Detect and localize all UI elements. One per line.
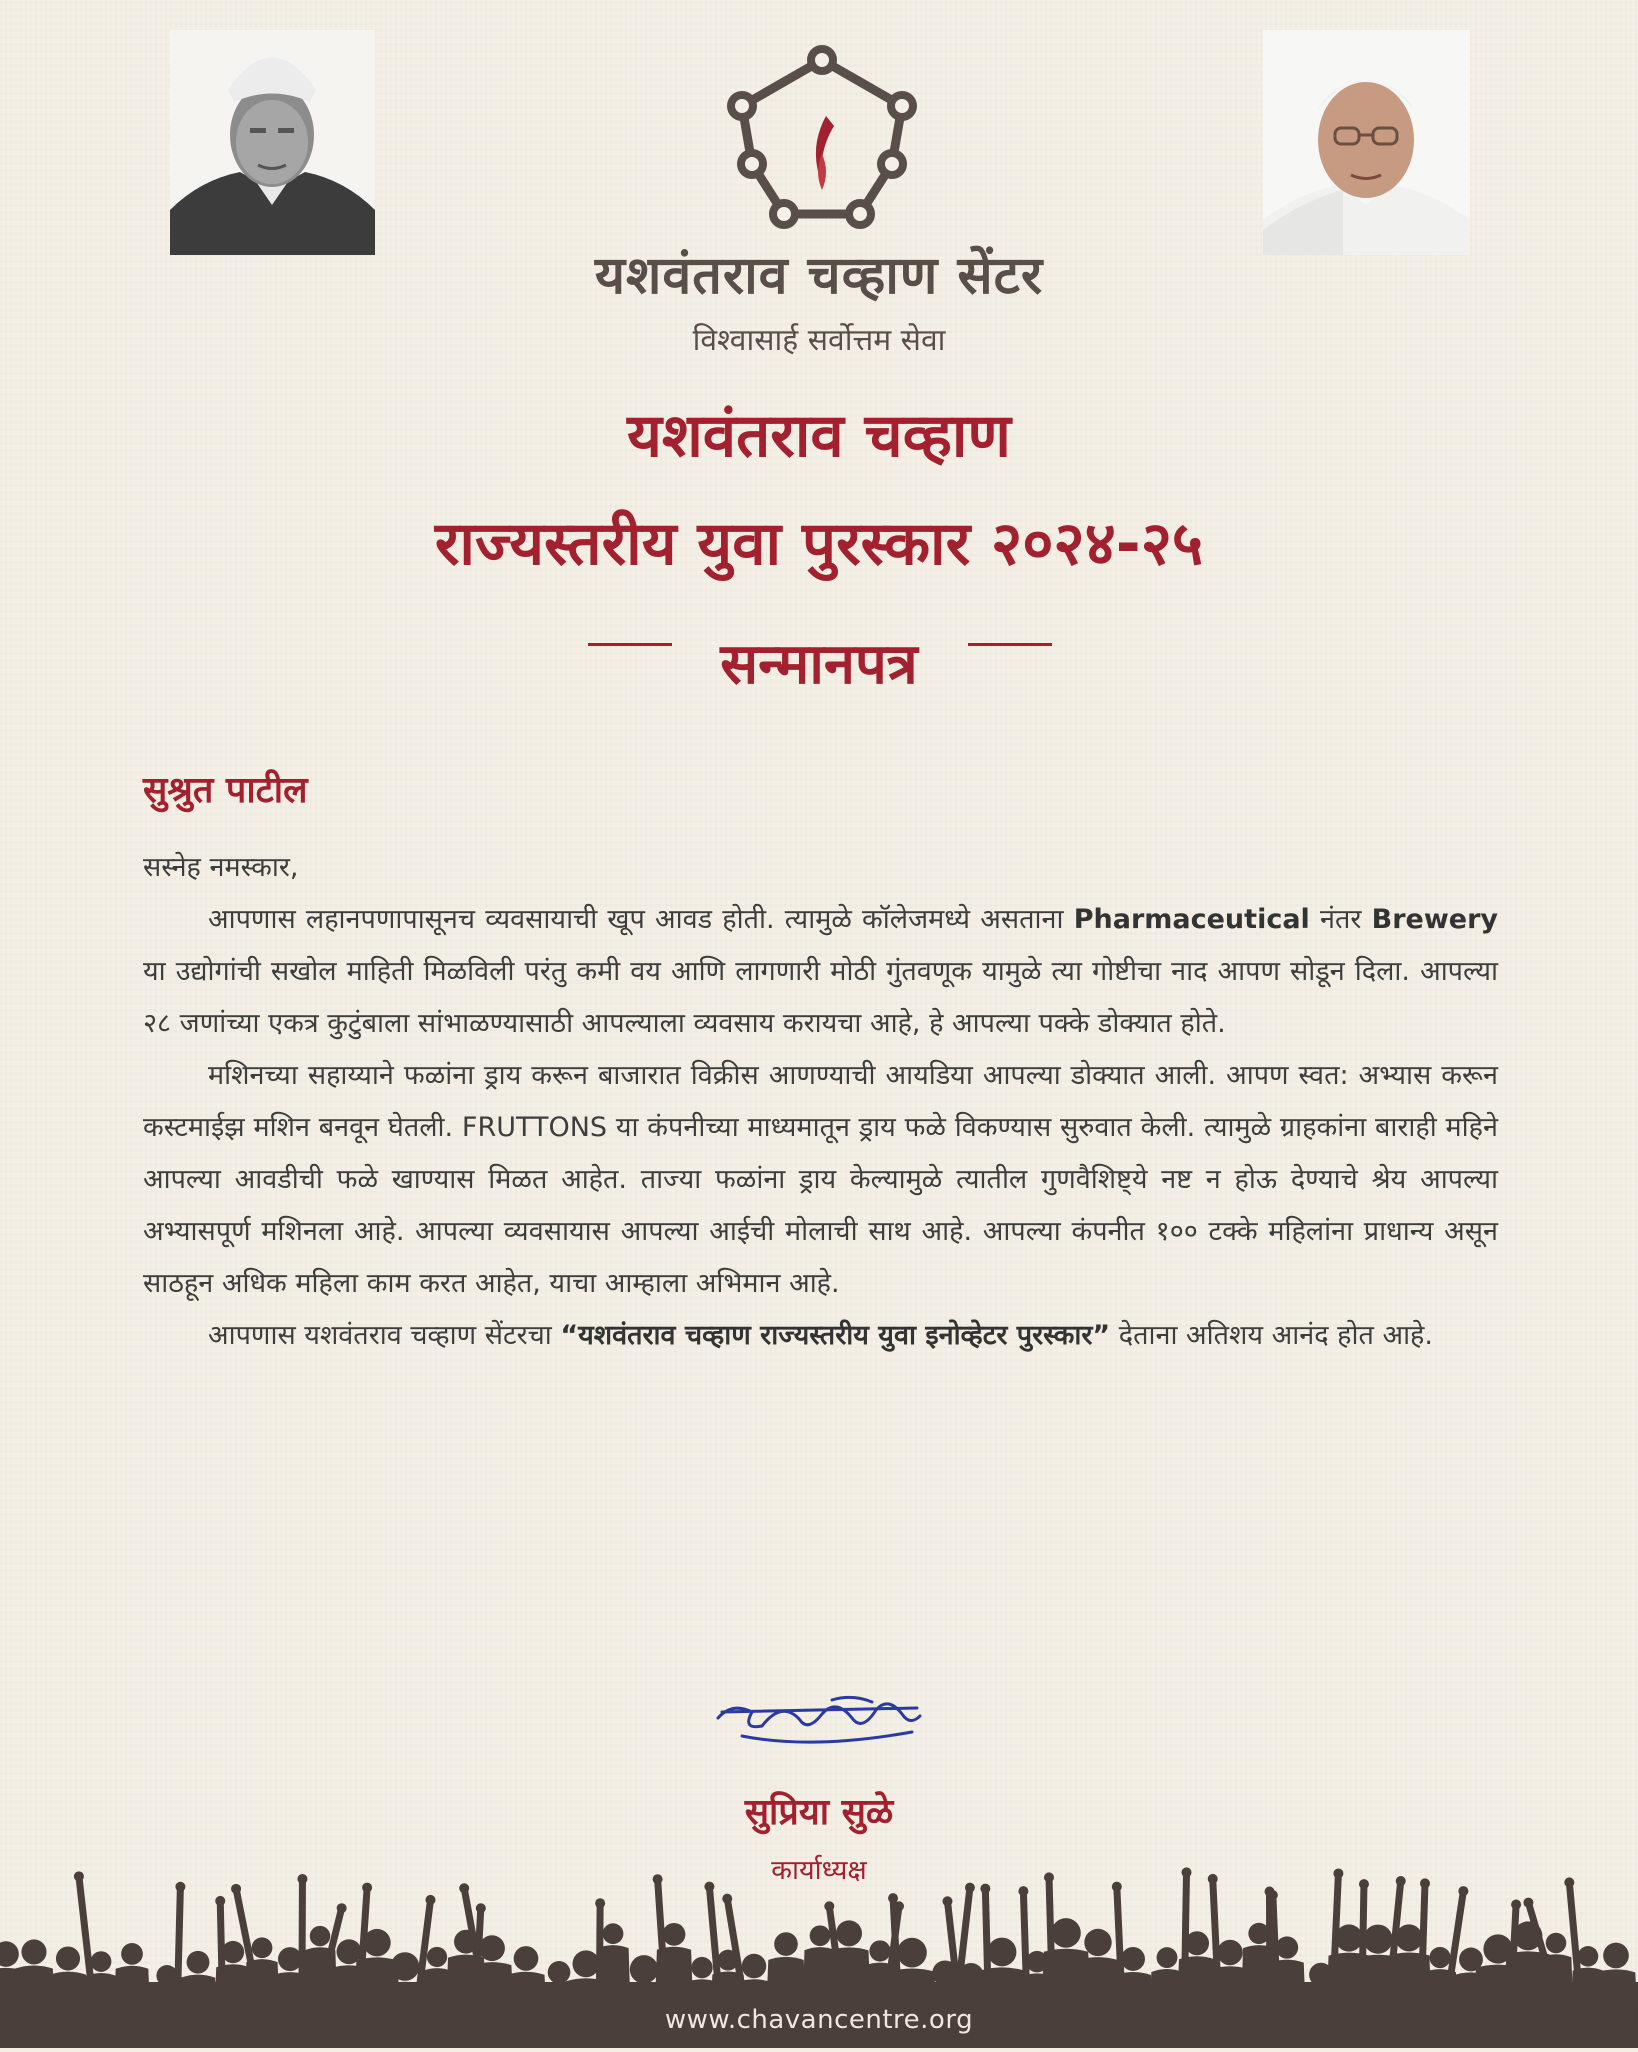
centre-logo — [722, 44, 922, 234]
organization-name: यशवंतराव चव्हाण सेंटर — [594, 246, 1044, 306]
heading-block — [0, 624, 1638, 700]
portrait-right — [1263, 30, 1470, 255]
p3-text-c: देताना अतिशय आनंद होत आहे. — [1110, 1320, 1433, 1351]
letter-paragraph-2: मशिनच्या सहाय्याने फळांना ड्राय करून बाजारात विक्रीस आणण्याची आयडिया आपल्या डोक्यात आली. आपण स्वत: अभ्यास करून कस्टमाईझ मशिन बनवून घेतली. FRUTTONS या कंपनीच्या माध्यमातून ड्राय फळे विकण्यास सुरुवात केली. त्यामुळे ग्राहकांना बाराही महिने आपल्या आवडीची फळे खाण्यास मिळत आहेत. ताज्या फळांना ड्राय केल्यामुळे त्यातील गुणवैशिष्ट्ये नष्ट न होऊ देण्याचे श्रेय आपल्या अभ्यासपूर्ण मशिनला आहे. आपल्या व्यवसायास आपल्या आईची मोलाची साथ आहे. आपल्या कंपनीत १०० टक्के महिलांना प्राधान्य असून साठहून अधिक महिला काम करत आहेत, याचा आम्हाला अभिमान आहे. — [143, 1060, 1498, 1299]
letter-paragraph-3 — [143, 1310, 1498, 1362]
award-title-line-1: यशवंतराव चव्हाण — [627, 401, 1011, 471]
letter-greeting: सस्नेह नमस्कार, — [143, 852, 299, 883]
organization-tagline: विश्वासार्ह सर्वोत्तम सेवा — [692, 323, 946, 358]
award-title-line-2: राज्यस्तरीय युवा पुरस्कार २०२४-२५ — [434, 509, 1204, 579]
certificate-heading: सन्मानपत्र — [720, 632, 918, 697]
p1-term-pharmaceutical: Pharmaceutical — [1073, 904, 1310, 935]
letter-body — [143, 842, 1498, 1362]
signatory-name: सुप्रिया सुळे — [744, 1792, 894, 1833]
p1-text-c: नंतर — [1309, 904, 1372, 935]
p1-text-a: आपणास लहानपणापासूनच व्यवसायाची खूप आवड होती. त्यामुळे कॉलेजमध्ये असताना — [208, 904, 1074, 935]
recipient-name: सुश्रुत पाटील — [143, 770, 308, 811]
p3-text-a: आपणास यशवंतराव चव्हाण सेंटरचा — [208, 1320, 561, 1351]
p1-text-e: या उद्योगांची सखोल माहिती मिळविली परंतु कमी वय आणि लागणारी मोठी गुंतवणूक यामुळे त्या गोष्टीचा नाद आपण सोडून दिला. आपल्या २८ जणांच्या एकत्र कुटुंबाला सांभाळण्यासाठी आपल्याला व्यवसाय करायचा आहे, हे आपल्या पक्के डोक्यात होते. — [143, 956, 1498, 1039]
p1-term-brewery: Brewery — [1371, 904, 1498, 935]
letter-paragraph-1 — [143, 894, 1498, 1050]
signature — [712, 1692, 928, 1762]
portrait-left — [170, 30, 375, 255]
signatory-role: कार्याध्यक्ष — [771, 1855, 867, 1886]
p3-award-name: “यशवंतराव चव्हाण राज्यस्तरीय युवा इनोव्हेटर पुरस्कार” — [560, 1320, 1111, 1351]
website-link[interactable]: www.chavancentre.org — [664, 2005, 974, 2035]
